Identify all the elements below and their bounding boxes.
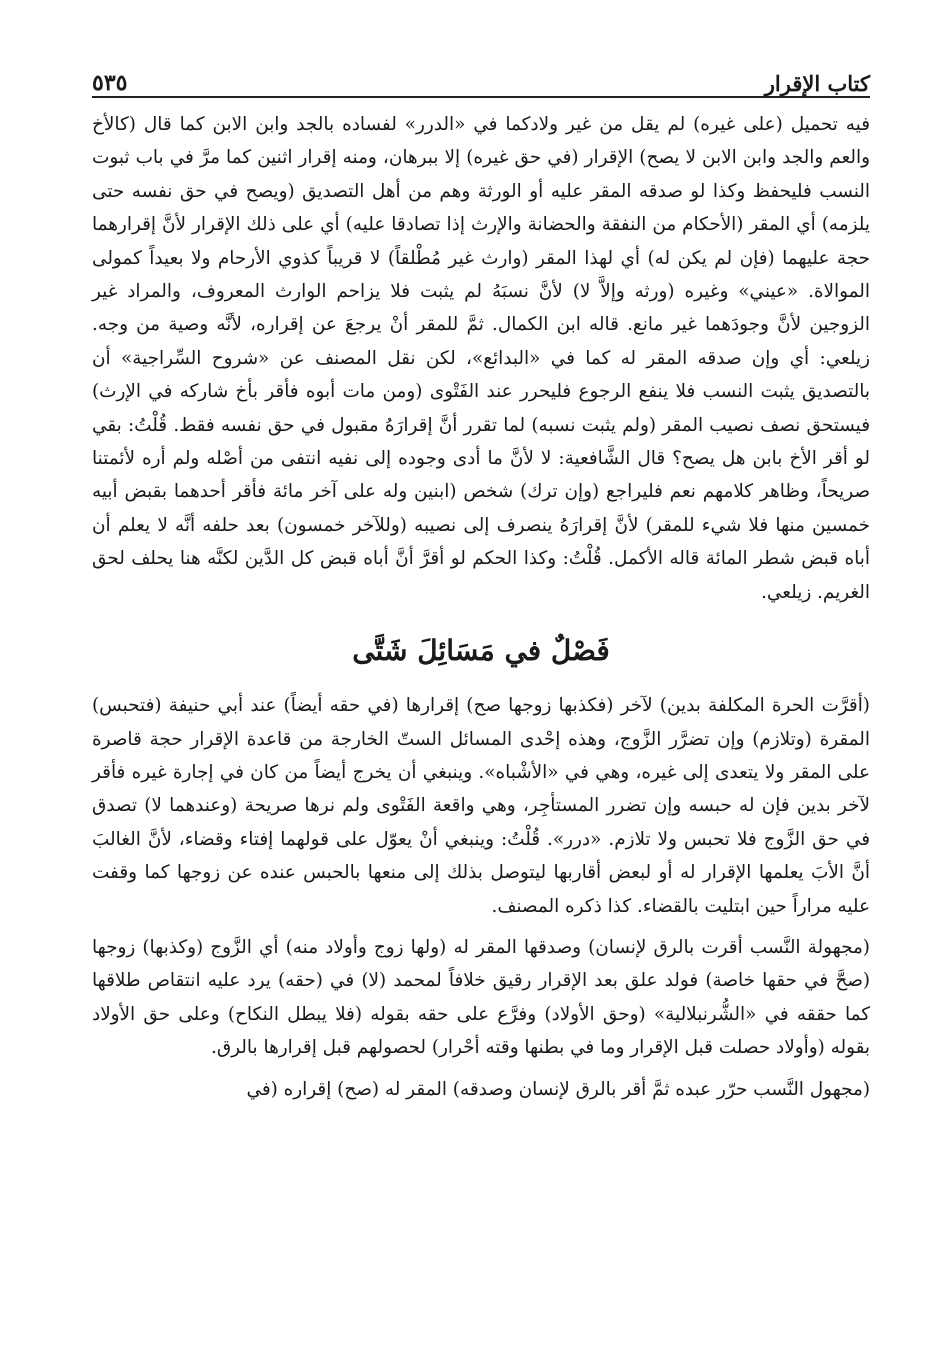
page-number: ٥٣٥ [92,70,128,96]
paragraph-gap [92,923,870,931]
document-page [92,62,870,1106]
section-paragraph: (مجهول النَّسب حرّر عبده ثمَّ أقر بالرق لإنسان وصدقه) المقر له (صح) إقراره (في [246,1078,870,1100]
body-paragraph: فيه تحميل (على غيره) لم يقل من غير ولادكما في «الدرر» لفساده بالجد وابن الابن كما قال (كالأخ والعم والجد وابن الابن لا يصح) الإقرار (في حق غيره) إلا ببرهان، ومنه إقرار اثنين كما مرَّ في باب ثبوت النسب فليحفظ وكذا لو صدقه المقر عليه أو الورثة وهم من أهل التصديق (ويصح في حق نفسه حتى يلزمه) أي المقر (الأحكام من النفقة والحضانة والإرث إذا تصادقا عليه) أي على ذلك الإقرار لأنَّ إقرارهما حجة عليهما (فإن لم يكن له) أي لهذا المقر (وارث غير مُطْلقاً) لا قريباً كذوي الأرحام ولا بعيداً كمولى الموالاة. «عيني» وغيره (ورثه وإلاَّ لا) لأنَّ نسبَهُ لم يثبت فلا يزاحم الوارث المعروف، والمراد غير الزوجين لأنَّ وجودَهما غير مانع. قاله ابن الكمال. ثمَّ للمقر أنْ يرجعَ عن إقراره، لأنَّه وصية من وجه. زيلعي: أي وإن صدقه المقر له كما في «البدائع»، لكن نقل المصنف عن «شروح السِّراجية» أن بالتصديق يثبت النسب فلا ينفع الرجوع فليحرر عند الفَتْوى (ومن مات أبوه فأقر بأخ شاركه في الإرث) فيستحق نصف نصيب المقر (ولم يثبت نسبه) لما تقرر أنَّ إقرارَهُ مقبول في حق نفسه فقط. قُلْتُ: بقي لو أقر الأخ بابن هل يصح؟ قال الشَّافعية: لا لأنَّ ما أدى وجوده إلى نفيه انتفى من أصْله ولم أره لأئمتنا صريحاً، وظاهر كلامهم نعم فليراجع (وإن ترك) شخص (ابنين وله على آخر مائة فأقر أحدهما بقبض أبيه خمسين منها فلا شيء للمقر) لأنَّ إقرارَهُ ينصرف إلى نصيبه (وللآخر خمسون) بعد حلفه أنَّه لا يعلم أن أباه قبض شطر المائة قاله الأكمل. قُلْتُ: وكذا الحكم لو أقرَّ أنَّ أباه قبض كل الدَّين لكنَّه هنا يحلف لحق الغريم. زيلعي. [92,114,870,603]
paragraph-gap [92,1065,870,1073]
section-paragraph: (مجهولة النَّسب أقرت بالرق لإنسان) وصدقها المقر له (ولها زوج وأولاد منه) أي الزَّوج (وكذبها) زوجها (صحَّ في حقها خاصة) فولد علق بعد الإقرار رقيق خلافاً لمحمد (لا) في (حقه) يرد عليه انتقاص طلاقها كما حققه في «الشُّرنبلالية» (وحق الأولاد) وفرَّع على حقه بقوله (فلا يبطل النكاح) وعلى حق الأولاد بقوله (وأولاد حصلت قبل الإقرار وما في بطنها وقته أحْرار) لحصولهم قبل إقرارها بالرق. [92,936,870,1059]
section-paragraph: (أقرَّت الحرة المكلفة بدين) لآخر (فكذبها زوجها صح) إقرارها (في حقه أيضاً) عند أبي حنيفة (فتحبس) المقرة (وتلازم) وإن تضرَّر الزَّوج، وهذه إحْدى المسائل الستّ الخارجة من قاعدة الإقرار حجة قاصرة على المقر ولا يتعدى إلى غيره، وهي في «الأشْباه». وينبغي أن يخرج أيضاً من كان في إجارة غيره فأقر لآخر بدين فإن له حبسه وإن تضرر المستأجِر، وهي واقعة الفَتْوى ولم نرها صريحة (وعندهما لا) تصدق في حق الزَّوج فلا تحبس ولا تلازم. «درر». قُلْتُ: وينبغي أنْ يعوّل على قولهما إفتاء وقضاء، لأنَّ الغالبَ أنَّ الأبَ يعلمها الإقرار له أو لبعض أقاربها ليتوصل بذلك إلى منعها بالحبس عنده عن زوجها كما وقفت عليه مراراً حين ابتليت بالقضاء. كذا ذكره المصنف. [92,695,870,917]
section-heading: فَصْلٌ في مَسَائِلَ شَتَّى [352,634,610,668]
running-header [92,62,870,98]
book-title: كتاب الإقرار [764,71,870,96]
